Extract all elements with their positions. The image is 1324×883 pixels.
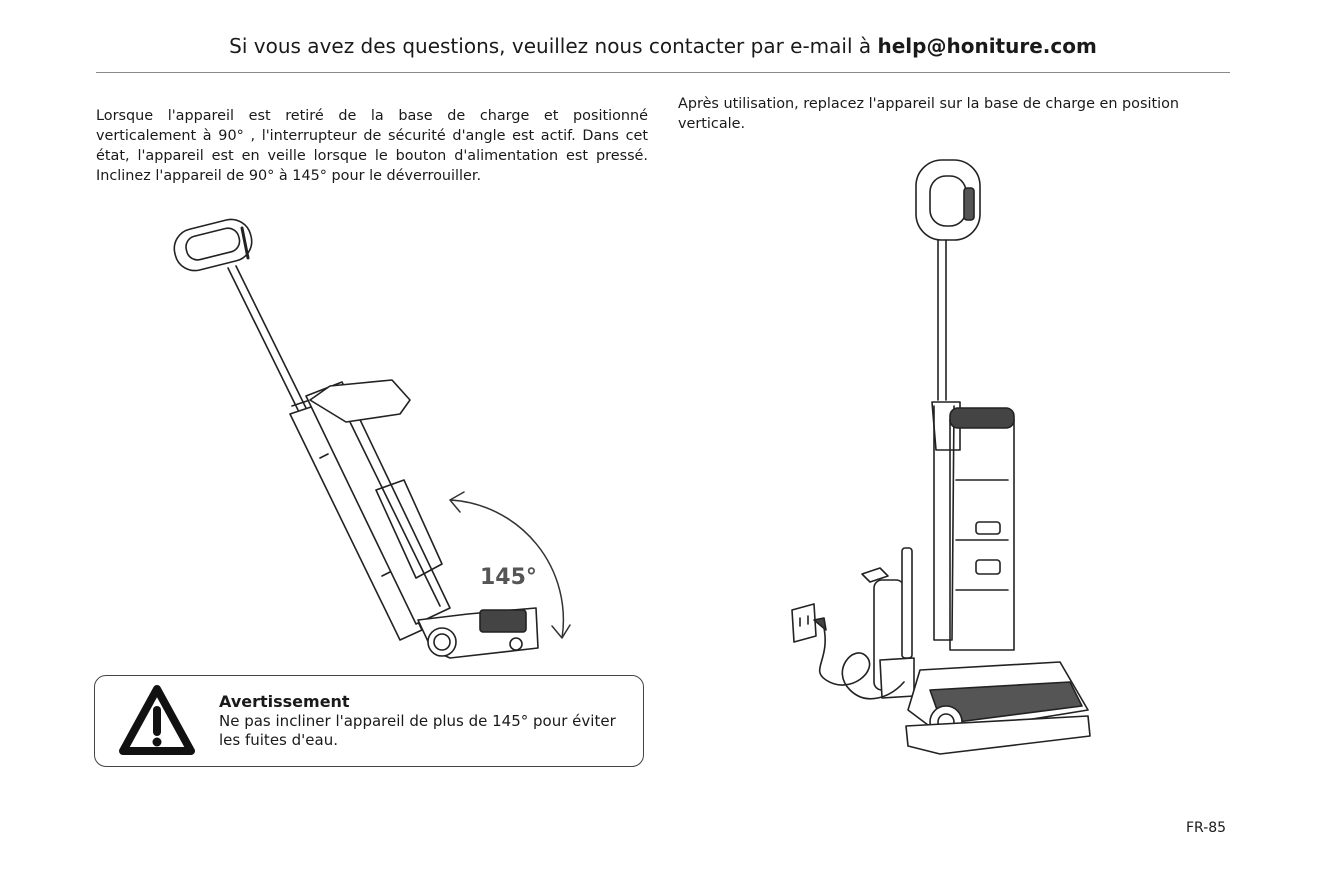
warning-text: Ne pas incliner l'appareil de plus de 145° pour éviter les fuites d'eau. <box>219 712 616 749</box>
warning-triangle-icon <box>119 684 195 760</box>
page-number: FR-85 <box>1186 820 1227 836</box>
angle-label: 145° <box>480 565 537 590</box>
header-text: Si vous avez des questions, veuillez nous contacter par e-mail à <box>229 34 878 58</box>
support-email: help@honiture.com <box>877 34 1097 58</box>
tilt-instructions-paragraph: Lorsque l'appareil est retiré de la base de charge et positionné verticalement à 90° , l'interrupteur de sécurité d'angle est actif. Dans cet état, l'appareil est en veille lorsque le bouton d'alimentation est pressé. Inclinez l'appareil de 90° à 145° pour le déverrouiller. <box>96 108 648 184</box>
storage-instructions-paragraph: Après utilisation, replacez l'appareil sur la base de charge en position verticale. <box>678 96 1180 132</box>
tilted-vacuum-illustration <box>150 210 590 670</box>
warning-title: Avertissement <box>219 692 350 711</box>
docked-vacuum-illustration <box>770 150 1100 770</box>
warning-box <box>94 675 644 767</box>
page-header <box>96 32 1230 60</box>
header-rule <box>96 72 1230 73</box>
